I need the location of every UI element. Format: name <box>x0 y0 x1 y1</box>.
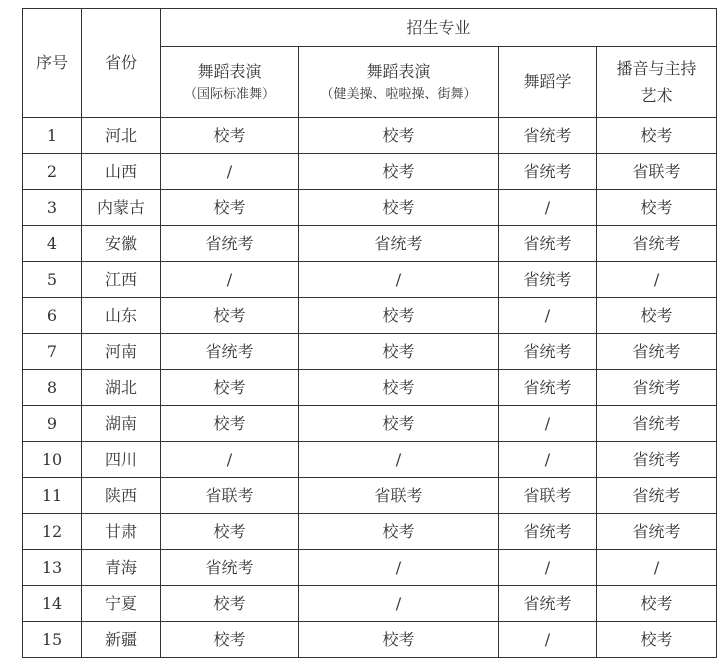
cell-exam-type-1: 省统考 <box>161 226 299 262</box>
cell-exam-type-3: / <box>499 406 597 442</box>
cell-exam-type-1: 校考 <box>161 406 299 442</box>
cell-exam-type-3: 省统考 <box>499 370 597 406</box>
header-major-4-line1: 播音与主持 <box>616 58 697 78</box>
header-major-4-line2: 艺术 <box>640 86 673 105</box>
admission-table-container <box>22 8 717 658</box>
cell-exam-type-4: 省统考 <box>597 406 717 442</box>
cell-exam-type-2: 省统考 <box>299 226 499 262</box>
cell-index: 5 <box>23 262 82 298</box>
table-row <box>23 154 717 190</box>
cell-province: 山西 <box>82 154 161 190</box>
cell-exam-type-4: 校考 <box>597 622 717 658</box>
header-major-3 <box>499 47 597 118</box>
cell-exam-type-3: 省统考 <box>499 262 597 298</box>
header-major-2-line2: （健美操、啦啦操、街舞） <box>320 86 477 102</box>
table-row <box>23 226 717 262</box>
cell-exam-type-1: / <box>161 262 299 298</box>
cell-province: 新疆 <box>82 622 161 658</box>
cell-index: 7 <box>23 334 82 370</box>
cell-exam-type-1: / <box>161 442 299 478</box>
cell-exam-type-4: 省统考 <box>597 334 717 370</box>
cell-exam-type-1: 校考 <box>161 622 299 658</box>
cell-exam-type-1: 省统考 <box>161 334 299 370</box>
cell-province: 江西 <box>82 262 161 298</box>
header-major-1-line1: 舞蹈表演 <box>197 61 262 81</box>
cell-exam-type-4: 校考 <box>597 298 717 334</box>
cell-exam-type-4: 省统考 <box>597 442 717 478</box>
cell-exam-type-3: 省统考 <box>499 154 597 190</box>
cell-exam-type-3: 省统考 <box>499 334 597 370</box>
cell-exam-type-2: 校考 <box>299 622 499 658</box>
table-row <box>23 586 717 622</box>
cell-exam-type-1: 校考 <box>161 118 299 154</box>
cell-index: 12 <box>23 514 82 550</box>
cell-exam-type-4: 校考 <box>597 586 717 622</box>
cell-exam-type-2: 校考 <box>299 190 499 226</box>
cell-exam-type-4: / <box>597 550 717 586</box>
table-row <box>23 406 717 442</box>
cell-province: 四川 <box>82 442 161 478</box>
cell-exam-type-2: / <box>299 586 499 622</box>
cell-exam-type-1: 省联考 <box>161 478 299 514</box>
cell-index: 3 <box>23 190 82 226</box>
cell-province: 青海 <box>82 550 161 586</box>
header-major-1-line2: （国际标准舞） <box>183 86 275 102</box>
cell-exam-type-1: 校考 <box>161 514 299 550</box>
cell-index: 13 <box>23 550 82 586</box>
cell-exam-type-3: / <box>499 298 597 334</box>
table-row <box>23 550 717 586</box>
header-major-4 <box>597 47 717 118</box>
cell-exam-type-4: 省统考 <box>597 370 717 406</box>
cell-index: 9 <box>23 406 82 442</box>
cell-exam-type-2: / <box>299 550 499 586</box>
admission-table <box>22 8 717 658</box>
table-row <box>23 370 717 406</box>
cell-province: 河南 <box>82 334 161 370</box>
cell-index: 8 <box>23 370 82 406</box>
cell-exam-type-2: / <box>299 262 499 298</box>
cell-index: 11 <box>23 478 82 514</box>
cell-province: 山东 <box>82 298 161 334</box>
table-row <box>23 622 717 658</box>
cell-exam-type-1: 校考 <box>161 298 299 334</box>
cell-exam-type-4: / <box>597 262 717 298</box>
table-row <box>23 262 717 298</box>
cell-exam-type-3: / <box>499 622 597 658</box>
header-province: 省份 <box>82 9 161 118</box>
cell-exam-type-1: 校考 <box>161 190 299 226</box>
cell-exam-type-1: 校考 <box>161 586 299 622</box>
cell-exam-type-2: 省联考 <box>299 478 499 514</box>
table-body <box>23 118 717 658</box>
table-row <box>23 442 717 478</box>
cell-index: 10 <box>23 442 82 478</box>
cell-exam-type-3: 省统考 <box>499 586 597 622</box>
header-major-2-line1: 舞蹈表演 <box>366 61 431 81</box>
cell-exam-type-1: 校考 <box>161 370 299 406</box>
cell-exam-type-4: 省统考 <box>597 226 717 262</box>
table-row <box>23 478 717 514</box>
cell-index: 14 <box>23 586 82 622</box>
header-majors-group: 招生专业 <box>161 9 717 47</box>
header-major-1 <box>161 47 299 118</box>
cell-exam-type-3: 省联考 <box>499 478 597 514</box>
cell-index: 6 <box>23 298 82 334</box>
header-index: 序号 <box>23 9 82 118</box>
cell-exam-type-2: 校考 <box>299 370 499 406</box>
table-row <box>23 118 717 154</box>
cell-index: 15 <box>23 622 82 658</box>
table-row <box>23 298 717 334</box>
cell-exam-type-2: 校考 <box>299 514 499 550</box>
cell-exam-type-3: / <box>499 550 597 586</box>
cell-exam-type-2: 校考 <box>299 118 499 154</box>
cell-exam-type-4: 校考 <box>597 118 717 154</box>
cell-province: 安徽 <box>82 226 161 262</box>
cell-province: 陕西 <box>82 478 161 514</box>
cell-province: 宁夏 <box>82 586 161 622</box>
cell-exam-type-4: 省统考 <box>597 478 717 514</box>
cell-exam-type-4: 校考 <box>597 190 717 226</box>
cell-exam-type-4: 省联考 <box>597 154 717 190</box>
cell-province: 甘肃 <box>82 514 161 550</box>
cell-index: 1 <box>23 118 82 154</box>
cell-province: 湖南 <box>82 406 161 442</box>
table-row <box>23 190 717 226</box>
cell-exam-type-1: / <box>161 154 299 190</box>
cell-exam-type-3: 省统考 <box>499 118 597 154</box>
cell-exam-type-3: 省统考 <box>499 226 597 262</box>
cell-exam-type-2: / <box>299 442 499 478</box>
table-row <box>23 334 717 370</box>
header-major-2 <box>299 47 499 118</box>
cell-index: 2 <box>23 154 82 190</box>
cell-exam-type-3: / <box>499 190 597 226</box>
cell-exam-type-3: / <box>499 442 597 478</box>
cell-exam-type-1: 省统考 <box>161 550 299 586</box>
cell-exam-type-2: 校考 <box>299 298 499 334</box>
cell-province: 内蒙古 <box>82 190 161 226</box>
header-major-3-line1: 舞蹈学 <box>523 72 572 92</box>
cell-exam-type-3: 省统考 <box>499 514 597 550</box>
cell-province: 河北 <box>82 118 161 154</box>
cell-province: 湖北 <box>82 370 161 406</box>
cell-exam-type-2: 校考 <box>299 406 499 442</box>
cell-index: 4 <box>23 226 82 262</box>
table-row <box>23 514 717 550</box>
cell-exam-type-4: 省统考 <box>597 514 717 550</box>
cell-exam-type-2: 校考 <box>299 154 499 190</box>
cell-exam-type-2: 校考 <box>299 334 499 370</box>
